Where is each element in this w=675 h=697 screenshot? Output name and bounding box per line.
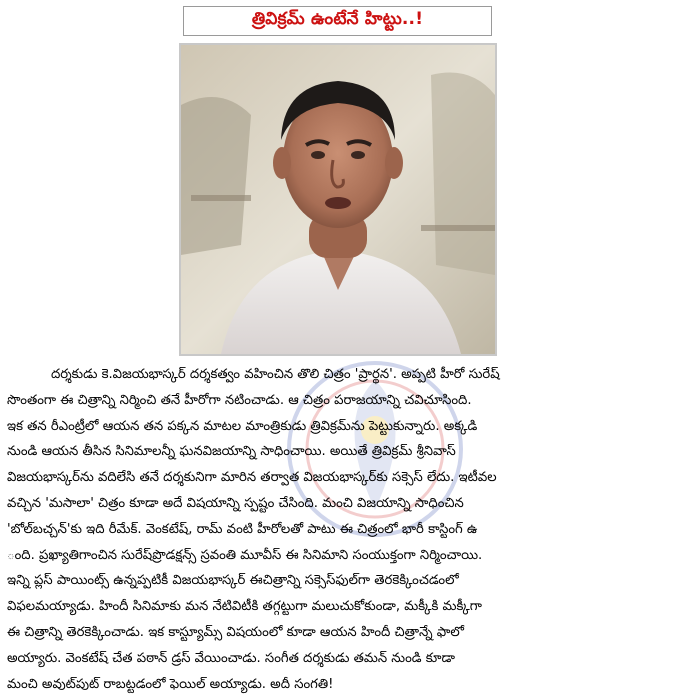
article-headline-box [183,6,492,36]
article-paragraph [7,362,668,697]
article-line: 'బోల్‌బచ్చన్'కు ఇది రీమేక్. వెంకటేష్, రామ్ వంటి హీరోలతో పాటు ఈ చిత్రంలో భారీ కాస్టింగ్ ఉ [7,521,478,537]
article-line: ఇక తన రీఎంట్రీలో ఆయన తన పక్కన మాటల మాంత్రికుడు త్రివిక్రమ్‌ను పెట్టుకున్నారు. అక్కడి [7,418,478,434]
article-line: ఇన్ని ప్లస్ పాయింట్స్ ఉన్నప్పటికీ విజయభాస్కర్ ఈచిత్రాన్ని సక్సెస్‌ఫుల్‌గా తెరకెక్కించడంలో [7,573,459,589]
article-line: ఈ చిత్రాన్ని తెరకెక్కించాడు. ఇక కాస్ట్యూమ్స్ విషయంలో కూడా ఆయన హిందీ చిత్రాన్నే ఫాలో [7,624,464,640]
article-body [7,362,668,697]
article-line: విఫలమయ్యాడు. హిందీ సినిమాకు మన నేటివిటీకి తగ్గట్టుగా మలుచుకోకుండా, మక్కీకి మక్కీగా [7,599,482,615]
article-line: దర్శకుడు కె.విజయభాస్కర్ దర్శకత్వం వహించిన తొలి చిత్రం 'ప్రార్థన'. అప్పటి హీరో సురేష్ [51,367,500,382]
article-line: మంచి అవుట్‌పుట్ రాబట్టడంలో ఫెయిల్ అయ్యాడు. అదీ సంగతి! [7,676,334,692]
article-line: అయ్యారు. వెంకటేష్ చేత పఠాన్ డ్రస్ వేయించాడు. సంగీత దర్శకుడు తమన్ నుండి కూడా [7,650,455,666]
article-line: సొంతంగా ఈ చిత్రాన్ని నిర్మించి తనే హీరోగా నటించాడు. ఆ చిత్రం పరాజయాన్ని చవిచూసింది. [7,392,472,408]
article-line: విజయభాస్కర్‌ను వదిలేసి తనే దర్శకునిగా మారిన తర్వాత విజయభాస్కర్‌కు సక్సెస్ లేదు. ఇటీవల [7,470,497,486]
article-photo [179,43,497,356]
article-line: ంది. ప్రఖ్యాతిగాంచిన సురేష్‌ప్రొడక్షన్స్ స్రవంతి మూవీస్ ఈ సినిమాని సంయుక్తంగా నిర్మించాయి. [7,547,483,563]
article-line: వచ్చిన 'మసాలా' చిత్రం కూడా అదే విషయాన్ని స్పష్టం చేసింది. మంచి విజయాన్ని సాధించిన [7,495,464,511]
article-line: నుండి ఆయన తీసిన సినిమాలన్నీ ఘనవిజయాన్ని సాధించాయి. అయితే త్రివిక్రమ్ శ్రీనివాస్ [7,444,456,460]
article-headline: త్రివిక్రమ్ ఉంటేనే హిట్టు..! [251,9,424,29]
portrait-photo [181,45,495,354]
